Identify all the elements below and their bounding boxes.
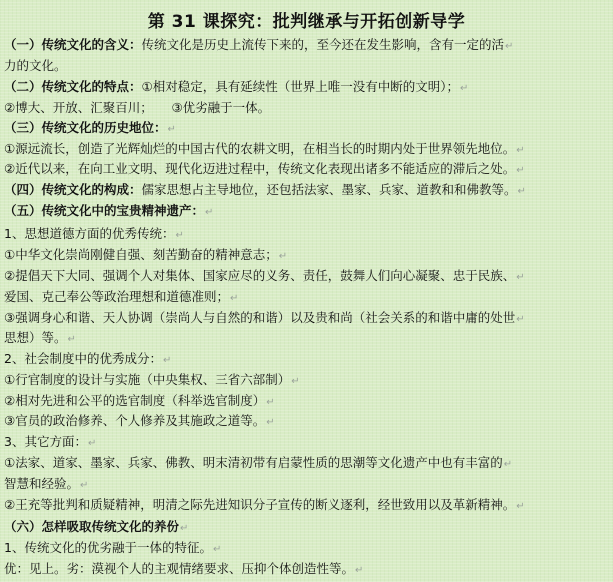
- section-heading: （一）传统文化的含义：: [4, 37, 142, 52]
- paragraph-mark-icon: ↵: [505, 41, 514, 52]
- line-text: 儒家思想占主导地位，还包括法家、墨家、兵家、道教和和佛教等。: [141, 182, 517, 197]
- text-line: [4, 351, 609, 369]
- line-text: 传统文化是历史上流传下来的，至今还在发生影响，含有一定的活: [141, 37, 505, 52]
- paragraph-mark-icon: ↵: [503, 459, 513, 470]
- line-text: ①相对稳定，具有延续性（世界上唯一没有中断的文明）；: [141, 79, 459, 94]
- text-line: [4, 120, 609, 138]
- line-text: 1、传统文化的优劣融于一体的特征。: [4, 540, 212, 555]
- paragraph-mark-icon: ↵: [87, 438, 97, 449]
- paragraph-mark-icon: ↵: [516, 501, 525, 512]
- line-text: ③官员的政治修养、个人修养及其施政之道等。: [4, 413, 266, 428]
- text-line: [4, 247, 609, 265]
- text-line: [4, 310, 609, 328]
- line-text: 力的文化。: [4, 58, 67, 73]
- text-line: [4, 58, 609, 74]
- paragraph-mark-icon: ↵: [175, 230, 184, 241]
- paragraph-mark-icon: ↵: [291, 376, 300, 387]
- paragraph-mark-icon: ↵: [278, 251, 288, 262]
- text-line: [4, 100, 609, 116]
- line-text: ②提倡天下大同、强调个人对集体、国家应尽的义务、责任，鼓舞人们向心凝聚、忠于民族、: [4, 268, 516, 283]
- paragraph-mark-icon: ↵: [230, 293, 239, 304]
- text-line: [4, 268, 609, 286]
- section-heading: （二）传统文化的特点：: [4, 79, 142, 94]
- text-line: [4, 455, 609, 473]
- text-line: [4, 289, 609, 307]
- text-line: [4, 161, 609, 179]
- text-line: [4, 226, 609, 244]
- text-line: [4, 141, 609, 159]
- section-heading: （四）传统文化的构成：: [4, 182, 142, 197]
- text-line: [4, 540, 609, 558]
- text-line: [4, 203, 609, 221]
- paragraph-mark-icon: ↵: [516, 165, 525, 176]
- line-text: ②相对先进和公平的选官制度（科举选官制度）: [4, 393, 266, 408]
- line-text: 2、社会制度中的优秀成分：: [4, 351, 162, 366]
- paragraph-mark-icon: ↵: [516, 145, 525, 156]
- text-line: [4, 372, 609, 390]
- text-line: [4, 79, 609, 97]
- text-line: [4, 182, 609, 200]
- line-text: ②博大、开放、汇聚百川； ③优劣融于一体。: [4, 100, 271, 115]
- line-text: ①源远流长，创造了光辉灿烂的中国古代的农耕文明，在相当长的时期内处于世界领先地位。: [4, 141, 516, 156]
- line-text: ②近代以来，在向工业文明、现代化迈进过程中，传统文化表现出诸多不能适应的滞后之处。: [4, 161, 516, 176]
- paragraph-mark-icon: ↵: [205, 207, 214, 218]
- paragraph-mark-icon: ↵: [212, 544, 222, 555]
- text-line: [4, 497, 609, 515]
- text-line: [4, 393, 609, 411]
- paragraph-mark-icon: ↵: [517, 186, 526, 197]
- line-text: 1、思想道德方面的优秀传统：: [4, 226, 175, 241]
- text-line: [4, 413, 609, 431]
- section-heading: （三）传统文化的历史地位：: [4, 120, 167, 135]
- line-text: ①中华文化崇尚刚健自强、刻苦勤奋的精神意志；: [4, 247, 278, 262]
- line-text: 优：见上。劣：漠视个人的主观情绪要求、压抑个体创造性等。: [4, 561, 355, 576]
- line-text: 3、其它方面：: [4, 434, 87, 449]
- paragraph-mark-icon: ↵: [266, 397, 275, 408]
- paragraph-mark-icon: ↵: [80, 480, 89, 491]
- text-line: [4, 476, 609, 494]
- text-line: [4, 434, 609, 452]
- text-line: [4, 561, 609, 579]
- line-text: ①行官制度的设计与实施（中央集权、三省六部制）: [4, 372, 291, 387]
- paragraph-mark-icon: ↵: [266, 417, 275, 428]
- line-text: 爱国、克己奉公等政治理想和道德准则；: [4, 289, 230, 304]
- section-heading: （五）传统文化中的宝贵精神遗产：: [4, 203, 205, 218]
- line-text: ③强调身心和谐、天人协调（崇尚人与自然的和谐）以及贵和尚（社会关系的和谐中庸的处世: [4, 310, 516, 325]
- paragraph-mark-icon: ↵: [167, 124, 176, 135]
- line-text: ②王充等批判和质疑精神，明清之际先进知识分子宣传的断义逐利，经世致用以及革新精神。: [4, 497, 516, 512]
- text-line: [4, 37, 609, 55]
- paragraph-mark-icon: ↵: [180, 523, 189, 534]
- paragraph-mark-icon: ↵: [516, 272, 525, 283]
- paragraph-mark-icon: ↵: [162, 355, 172, 366]
- line-text: 思想）等。: [4, 330, 67, 345]
- paragraph-mark-icon: ↵: [67, 334, 76, 345]
- page-title: 第 31 课探究：批判继承与开拓创新导学: [147, 12, 466, 32]
- line-text: ①法家、道家、墨家、兵家、佛教、明末清初带有启蒙性质的思潮等文化遗产中也有丰富的: [4, 455, 503, 470]
- paragraph-mark-icon: ↵: [355, 565, 364, 576]
- text-line: [4, 330, 609, 348]
- line-text: 智慧和经验。: [4, 476, 80, 491]
- paragraph-mark-icon: ↵: [516, 314, 525, 325]
- text-line: [4, 519, 609, 537]
- paragraph-mark-icon: ↵: [459, 83, 469, 94]
- section-heading: （六）怎样吸取传统文化的养份: [4, 519, 180, 534]
